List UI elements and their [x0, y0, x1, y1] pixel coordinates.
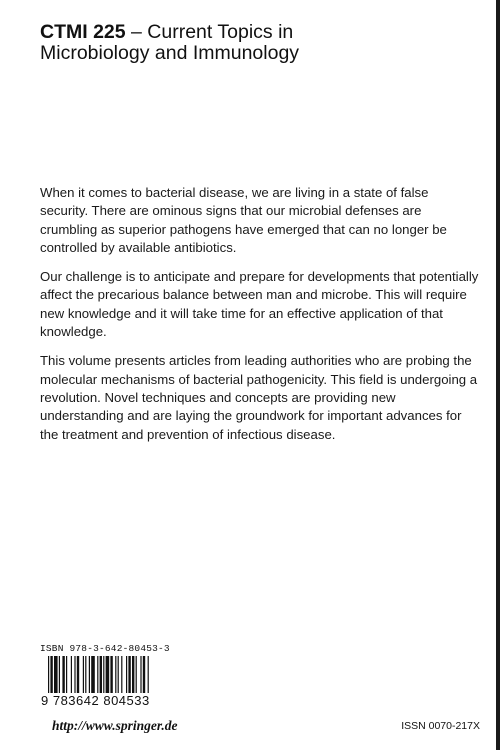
barcode-bar — [50, 656, 52, 696]
barcode-bar — [83, 656, 84, 696]
series-title-part-2: Microbiology and Immunology — [40, 42, 300, 64]
barcode-bar — [106, 656, 110, 696]
barcode-bar — [100, 656, 102, 696]
barcode-bar — [132, 656, 134, 696]
barcode-bar — [121, 656, 122, 696]
issn: ISSN 0070-217X — [401, 720, 480, 732]
header-line-1 — [40, 22, 480, 43]
barcode-bars — [40, 656, 200, 696]
barcode-digits-text: 9 783642 804533 — [41, 693, 150, 708]
blurb-paragraph-1: When it comes to bacterial disease, we are living in a state of false security. There are ominous signs that our microbial defenses are crumbling as superior pathogens have emerged that can no longer be controlled by available antibiotics. — [40, 185, 447, 255]
isbn-label: ISBN 978-3-642-80453-3 — [40, 643, 170, 654]
publisher-url: http://www.springer.de — [52, 718, 178, 733]
blurb — [40, 184, 480, 455]
barcode-bar — [89, 656, 90, 696]
barcode-bar — [91, 656, 95, 696]
barcode-digits — [40, 693, 200, 708]
barcode-bar — [140, 656, 141, 696]
barcode-bar — [118, 656, 119, 696]
barcode-bar — [59, 656, 60, 696]
series-header — [40, 22, 480, 64]
blurb-paragraph-3: This volume presents articles from leading authorities who are probing the molecular mechanisms of bacterial pathogenicity. This field is undergoing a revolution. Novel techniques and concepts are providing new understanding and are laying the groundwork for important advances for the treatment and prevention of infectious disease. — [40, 353, 478, 442]
blurb-paragraph-2: Our challenge is to anticipate and prepare for developments that potentially affect the precarious balance between man and microbe. This will require new knowledge and it will take time for an effective application of that knowledge. — [40, 269, 479, 340]
barcode-bar — [126, 656, 127, 696]
barcode-bar — [74, 656, 75, 696]
barcode-bar — [48, 656, 49, 696]
barcode-bar — [54, 656, 58, 696]
cover-edge-strip — [496, 0, 500, 750]
barcode-bar — [115, 656, 116, 696]
barcode-bar — [97, 656, 98, 696]
barcode-bar — [103, 656, 104, 696]
barcode-bar — [77, 656, 79, 696]
barcode-bar — [110, 656, 112, 696]
series-code: CTMI 225 — [40, 21, 126, 43]
series-title-part-1: – Current Topics in — [125, 21, 294, 43]
barcode-bar — [148, 656, 149, 696]
barcode-bar — [128, 656, 130, 696]
barcode-bar — [85, 656, 86, 696]
barcode-bar — [62, 656, 64, 696]
barcode-bar — [136, 656, 137, 696]
barcode-bar — [71, 656, 72, 696]
barcode-bar — [66, 656, 67, 696]
barcode-bar — [143, 656, 145, 696]
